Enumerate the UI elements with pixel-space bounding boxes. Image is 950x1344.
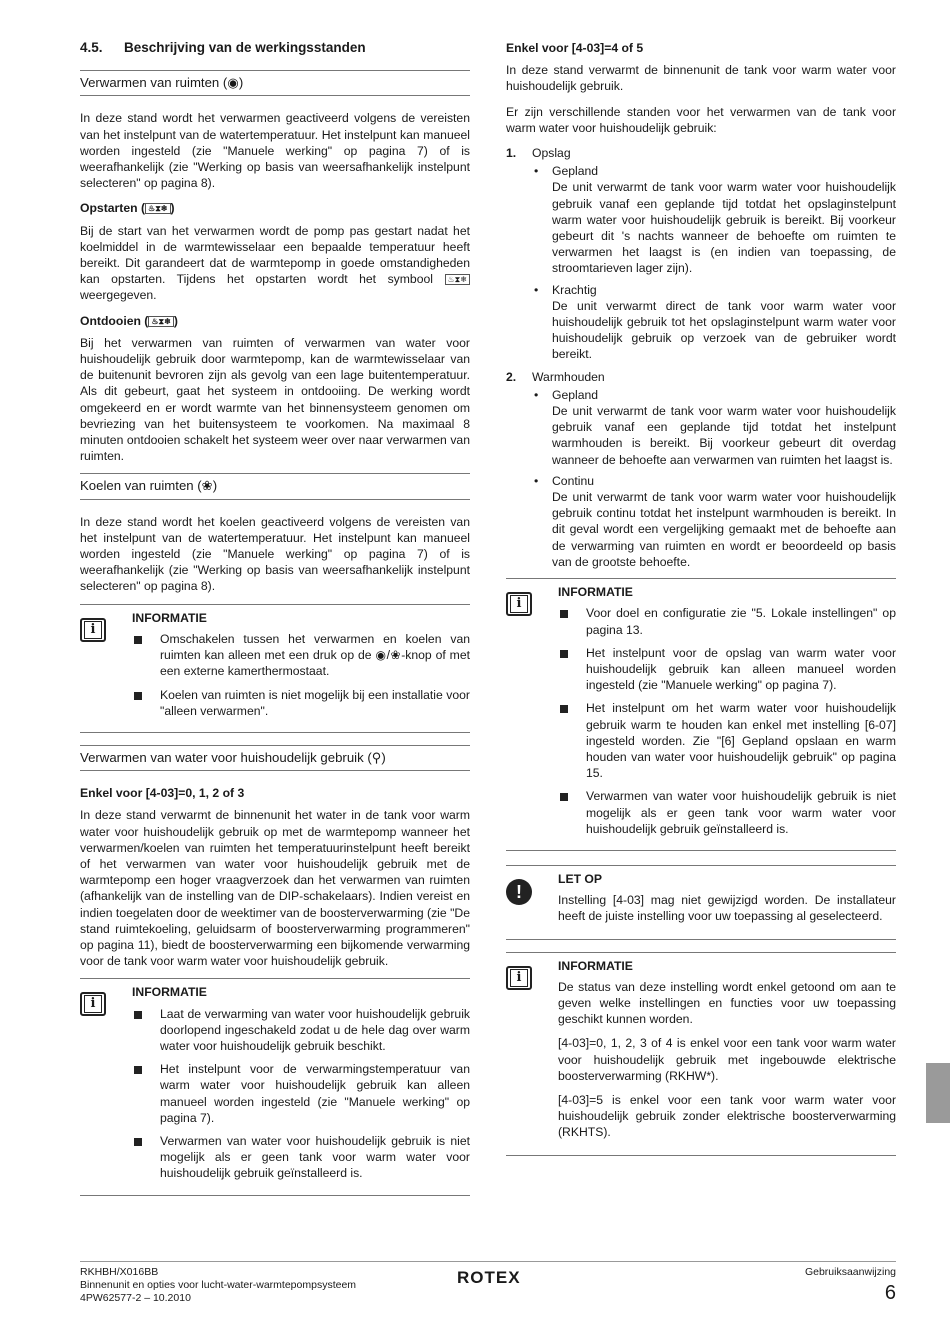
section-title: [80, 40, 470, 56]
warning-icon: !: [506, 879, 532, 905]
defrost-heading: Ontdooien ( ♨⧗❄ ): [80, 313, 178, 328]
info-box-2: [506, 952, 896, 1156]
footer-doc-type: Gebruiksaanwijzing: [804, 1266, 896, 1278]
list-item: Koelen van ruimten is niet mogelijk bij een installatie voor "alleen verwarmen".: [132, 687, 470, 719]
info-paragraph: [4-03]=5 is enkel voor een tank voor warm water voor huishoudelijk gebruik zonder elektrische boosterverwarming (RKHTS).: [558, 1092, 896, 1140]
info-icon: i: [506, 966, 532, 990]
section-title-text: Beschrijving van de werkingsstanden: [124, 40, 366, 55]
info-title: INFORMATIE: [132, 610, 207, 625]
info-title: INFORMATIE: [558, 958, 633, 973]
info-paragraph: [4-03]=0, 1, 2, 3 of 4 is enkel voor een tank voor warm water voor huishoudelijk gebruik met ingebouwde elektrische boosterverwarming (RKHW*).: [558, 1036, 896, 1083]
info-box-1: [506, 578, 896, 851]
list-item: Voor doel en configuratie zie "5. Lokale instellingen" op pagina 13.: [558, 605, 896, 637]
dhw-info-box: [80, 978, 470, 1195]
info-icon: i: [506, 592, 532, 616]
right-column: [506, 40, 896, 1168]
info-title: INFORMATIE: [132, 985, 207, 1000]
rotex-logo: ROTEX: [457, 1268, 521, 1287]
list-item: Het instelpunt voor de opslag van warm water voor huishoudelijk gebruik kan alleen manueel worden ingesteld (zie "Manuele werking" op pagina 7).: [558, 645, 896, 694]
dhw-text: In deze stand verwarmt de binnenunit het water in de tank voor warm water voor huishoudelijk gebruik op met de warmtepomp wanneer het verwarmen/koelen van ruimten het temperatuurinstelpunt heeft bereikt of het verwarmen van water voor huishoudelijk gebruik met de warmtepomp een hoger vraagverzoek dan het verwarmen van ruimten (afhankelijk van de instelling van de DIP-schakelaars). Indien vereist en indien toegelaten door de weektimer van de boosterverwarming (zie "De stand ruimtekoeling, geluidsarm of boosterverwarming programmeren" op pagina 11), biedt de boosterverwarming een bijkomende verwarming voor de tank voor warm water voor huishoudelijk gebruik.: [80, 808, 470, 969]
list-item: 1. Opslag • Gepland De unit verwarmt de tank voor warm water voor huishoudelijk gebruik vanaf een geplande tijd totdat het opslaginstelpunt warm water voor huishoudelijk gebruik is bereikt. Bij voorkeur gebeurt dit 's nachts wanneer de behoefte om ruimten te verwarmen het laagst is (en indien van toepassing, de stroomtarieven lager zijn). • Krachtig De unit verwarmt direct de tank voor warm water voor huishoudelijk gebruik tot het opslaginstelpunt warm water voor huishoudelijk gebruik op verzoek van de gebruiker wordt bereikt.: [506, 145, 896, 363]
caution-title: LET OP: [558, 871, 603, 886]
cooling-info-box: [80, 604, 470, 733]
caution-text: Instelling [4-03] mag niet gewijzigd worden. De installateur heeft de juiste instelling voor uw toepassing al geselecteerd.: [558, 893, 896, 924]
list-item: • Gepland De unit verwarmt de tank voor warm water voor huishoudelijk gebruik vanaf een geplande tijd totdat het instelpunt warmhouden is bereikt. Bij voorkeur gebeurt dit overdag wanneer de behoefte aan verwarmen van ruimten het laagst is.: [532, 387, 896, 468]
list-item: • Gepland De unit verwarmt de tank voor warm water voor huishoudelijk gebruik vanaf een geplande tijd totdat het opslaginstelpunt warm water voor huishoudelijk gebruik is bereikt. Bij voorkeur gebeurt dit 's nachts wanneer de behoefte om ruimten te verwarmen het laagst is (en indien van toepassing, de stroomtarieven lager zijn).: [532, 163, 896, 276]
startup-heading: Opstarten ( ♨⧗❄ ): [80, 201, 175, 216]
cooling-intro: In deze stand wordt het koelen geactiveerd volgens de vereisten van het instelpunt van de watertemperatuur. Het instelpunt kan manueel worden ingesteld (zie "Manuele werking" op pagina 7) of is weerafhankelijk (zie "Werking op basis van weersafhankelijk instelpunt selecteren" op pagina 8).: [80, 514, 470, 594]
mode-list: [506, 145, 896, 570]
dhw-only-for-heading: Enkel voor [4-03]=0, 1, 2 of 3: [80, 786, 245, 801]
list-item: Verwarmen van water voor huishoudelijk gebruik is niet mogelijk als er geen tank voor warm water voor huishoudelijk gebruik geïnstalleerd is.: [558, 788, 896, 837]
footer-left: [80, 1266, 356, 1305]
left-column: [80, 40, 470, 1208]
info-icon: i: [80, 992, 106, 1016]
footer-code: 4PW62577-2 – 10.2010: [80, 1292, 191, 1304]
startup-inline-symbol-icon: ♨⧗❄: [445, 274, 471, 285]
defrost-text: Bij het verwarmen van ruimten of verwarmen van water voor huishoudelijk gebruik door warmtepomp, kan de warmtewisselaar van de buitenunit bevroren zijn als gevolg van een lage buitentemperatuur. Als dit gebeurt, gaat het systeem in ontdooiing. De werking wordt omgekeerd en er wordt warmte van het binnensysteem genomen om bevriezing van het buitensysteem te voorkomen. Na maximaal 8 minuten ontdooien schakelt het systeem weer over naar verwarmen van ruimten.: [80, 335, 470, 464]
footer-desc: Binnenunit en opties voor lucht-water-warmtepompsysteem: [80, 1279, 357, 1291]
list-item: Omschakelen tussen het verwarmen en koelen van ruimten kan alleen met een druk op de ◉/❀-knop of met een externe kamerthermostaat.: [132, 631, 470, 680]
cooling-heading: Koelen van ruimten (❀): [80, 473, 470, 499]
page-number: 6: [884, 1282, 896, 1304]
caution-box: [506, 865, 896, 940]
list-item: • Krachtig De unit verwarmt direct de tank voor warm water voor huishoudelijk gebruik tot het opslaginstelpunt warm water voor huishoudelijk gebruik op verzoek van de gebruiker wordt bereikt.: [532, 282, 896, 363]
footer-divider: [80, 1261, 896, 1262]
info-icon: i: [80, 618, 106, 642]
chapter-tab: [926, 1063, 950, 1123]
right-text-3: Er zijn verschillende standen voor het verwarmen van de tank voor warm water voor huishoudelijk gebruik:: [506, 104, 896, 135]
right-text-2: In deze stand verwarmt de binnenunit de tank voor warm water voor huishoudelijk gebruik.: [506, 63, 896, 94]
list-item: Verwarmen van water voor huishoudelijk gebruik is niet mogelijk als er geen tank voor warm water voor huishoudelijk gebruik geïnstalleerd is.: [132, 1133, 470, 1182]
list-item: 2. Warmhouden • Gepland De unit verwarmt de tank voor warm water voor huishoudelijk gebruik vanaf een geplande tijd totdat het instelpunt warmhouden is bereikt. Bij voorkeur gebeurt dit overdag wanneer de behoefte aan verwarmen van ruimten het laagst is. • Continu De unit verwarmt de tank voor warm water voor huishoudelijk gebruik continu totdat het instelpunt warmhouden is bereikt. In dit geval wordt een vergelijking gemaakt met de behoefte aan de verwarming van ruimten en wordt er beoordeeld op basis van de grootste behoefte.: [506, 369, 896, 570]
startup-text: Bij de start van het verwarmen wordt de pomp pas gestart nadat het koelmiddel in de warmtewisselaar een bepaalde temperatuur heeft bereikt. Dit garandeert dat de warmtepomp in goede omstandigheden kan opstarten. Tijdens het opstarten wordt het symbool ♨⧗❄ weergegeven.: [80, 223, 470, 303]
footer-model: RKHBH/X016BB: [80, 1266, 159, 1278]
dhw-only-for-heading-2: Enkel voor [4-03]=4 of 5: [506, 41, 644, 55]
section-number: 4.5.: [80, 40, 103, 55]
dhw-heading: Verwarmen van water voor huishoudelijk gebruik (⚲): [80, 745, 470, 771]
heating-intro: In deze stand wordt het verwarmen geactiveerd volgens de vereisten van het instelpunt van de watertemperatuur. Het instelpunt kan manueel worden ingesteld (zie "Manuele werking" op pagina 7) of is weerafhankelijk (zie "Werking op basis van weersafhankelijk instelpunt selecteren" op pagina 8).: [80, 111, 470, 191]
heating-heading: Verwarmen van ruimten (◉): [80, 70, 470, 96]
startup-symbol-icon: ♨⧗❄: [145, 203, 171, 214]
list-item: Laat de verwarming van water voor huishoudelijk gebruik doorlopend ingeschakeld zodat u de hele dag over warm water voor huishoudelijk gebruik beschikt.: [132, 1006, 470, 1055]
list-item: Het instelpunt om het warm water voor huishoudelijk gebruik warm te houden kan enkel met instelling [6-07] ingesteld worden. Zie "[6] Gepland opslaan en warm houden van water voor huishoudelijk gebruik" op pagina 15.: [558, 700, 896, 781]
info-title: INFORMATIE: [558, 585, 633, 600]
footer-right: [805, 1266, 896, 1304]
list-item: Het instelpunt voor de verwarmingstemperatuur van warm water voor huishoudelijk gebruik kan alleen manueel worden ingesteld (zie "Manuele werking" op pagina 7).: [132, 1061, 470, 1126]
info-paragraph: De status van deze instelling wordt enkel getoond om aan te geven welke instellingen en functies voor uw toepassing geschikt kunnen worden.: [558, 979, 896, 1027]
list-item: • Continu De unit verwarmt de tank voor warm water voor huishoudelijk gebruik continu totdat het instelpunt warmhouden is bereikt. In dit geval wordt een vergelijking gemaakt met de behoefte aan de verwarming van ruimten en wordt er beoordeeld op basis van de grootste behoefte.: [532, 473, 896, 570]
defrost-symbol-icon: ♨⧗❄: [148, 316, 174, 327]
